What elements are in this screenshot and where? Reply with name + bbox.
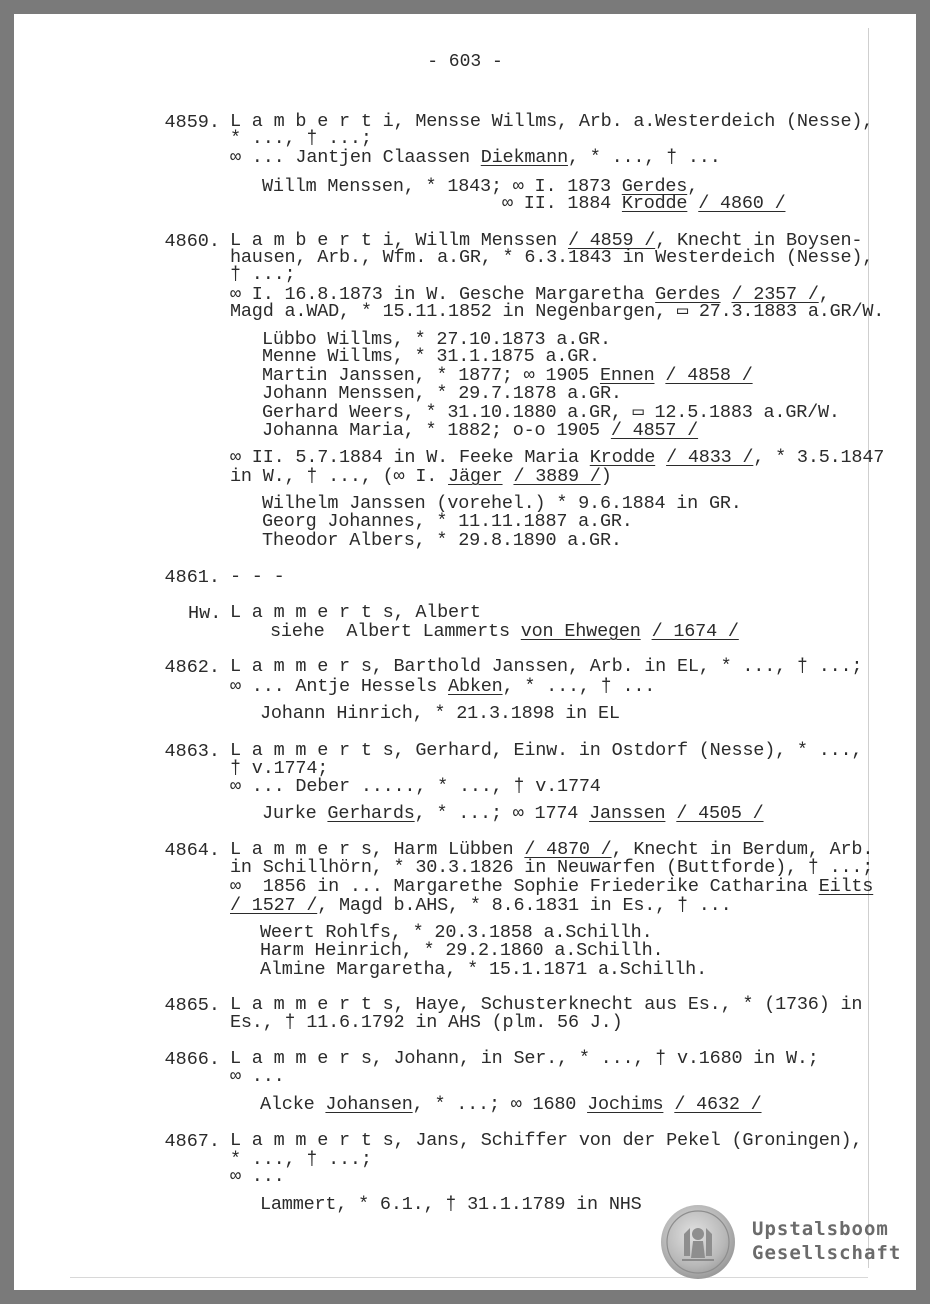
entry-line bbox=[262, 804, 764, 823]
entry-line bbox=[230, 1067, 285, 1086]
entry-text: Almine Margaretha, * 15.1.1871 a.Schillh. bbox=[260, 959, 707, 980]
entry-text: † ...; bbox=[230, 264, 296, 285]
cross-reference: / 4860 / bbox=[698, 193, 786, 214]
entry-text: L a m m e r t s, Haye, Schusterknecht aus Es., * (1736) in bbox=[230, 994, 863, 1015]
entry-number: 4859. bbox=[164, 112, 220, 133]
entry-text: Wilhelm Janssen (vorehel.) * 9.6.1884 in GR. bbox=[262, 493, 742, 514]
entry-text: Johann Hinrich, * 21.3.1898 in EL bbox=[260, 703, 620, 724]
entry-line bbox=[260, 1095, 762, 1114]
cross-reference: Gerdes bbox=[621, 176, 688, 197]
entry-number: Hw. bbox=[188, 603, 222, 624]
entry-number: 4861. bbox=[164, 567, 220, 588]
logo-line-1: Upstalsboom bbox=[752, 1218, 889, 1240]
cross-reference: / 4505 / bbox=[676, 803, 764, 824]
entry-number: 4867. bbox=[164, 1131, 220, 1152]
entry-number: 4863. bbox=[164, 741, 220, 762]
entry-text: L a m m e r t s, Gerhard, Einw. in Ostdorf (Nesse), * ..., bbox=[230, 740, 863, 761]
entry-text: ∞ ... bbox=[230, 1066, 285, 1087]
cross-reference: Jäger bbox=[448, 466, 503, 487]
entry-text: , * ..., † ... bbox=[502, 676, 656, 697]
entry-text: Es., † 11.6.1792 in AHS (plm. 56 J.) bbox=[230, 1012, 623, 1033]
entry-line bbox=[230, 777, 601, 796]
entry-text: , bbox=[818, 284, 830, 305]
entry-line bbox=[260, 704, 620, 723]
entry-line bbox=[230, 302, 884, 321]
entry-line bbox=[262, 512, 633, 531]
entry-text bbox=[654, 365, 665, 386]
entry-text: ∞ ... bbox=[230, 1166, 285, 1187]
entry-text: * ..., † ...; bbox=[230, 128, 372, 149]
entry-line bbox=[260, 960, 707, 979]
entry-text: Jurke bbox=[262, 803, 328, 824]
entry-line bbox=[230, 467, 612, 486]
entry-text: Martin Janssen, * 1877; ∞ 1905 bbox=[262, 365, 600, 386]
cross-reference: Abken bbox=[448, 676, 503, 697]
society-seal-icon bbox=[660, 1204, 736, 1280]
entry-text: , * ..., † ... bbox=[567, 147, 721, 168]
cross-reference: Krodde bbox=[589, 447, 656, 468]
entry-text: L a m m e r s, Harm Lübben bbox=[230, 839, 525, 860]
entry-text: Lammert, * 6.1., † 31.1.1789 in NHS bbox=[260, 1194, 642, 1215]
entry-text: Theodor Albers, * 29.8.1890 a.GR. bbox=[262, 530, 622, 551]
entry-text: ∞ 1856 in ... Margarethe Sophie Friederike Catharina bbox=[230, 876, 819, 897]
entry-number: 4866. bbox=[164, 1049, 220, 1070]
cross-reference: Krodde bbox=[621, 193, 688, 214]
entry-text: siehe Albert Lammerts bbox=[270, 621, 521, 642]
entry-text: Alcke bbox=[260, 1094, 326, 1115]
entry-line bbox=[230, 1131, 862, 1150]
entry-line bbox=[230, 567, 285, 586]
entry-text: - - - bbox=[230, 566, 285, 587]
entry-text bbox=[687, 193, 698, 214]
entry-text: ∞ ... Antje Hessels bbox=[230, 676, 449, 697]
cross-reference: Johansen bbox=[325, 1094, 413, 1115]
bottom-rule bbox=[70, 1277, 868, 1278]
entry-text: , Magd b.AHS, * 8.6.1831 in Es., † ... bbox=[317, 895, 732, 916]
entry-text: in Schillhörn, * 30.3.1826 in Neuwarfen (Buttforde), † ...; bbox=[230, 857, 874, 878]
entry-text: Johann Menssen, * 29.7.1878 a.GR. bbox=[262, 383, 622, 404]
entry-line bbox=[230, 1167, 285, 1186]
entry-line bbox=[230, 1049, 819, 1068]
logo-line-2: Gesellschaft bbox=[752, 1242, 902, 1264]
entry-line bbox=[262, 531, 622, 550]
entry-line bbox=[230, 248, 873, 267]
entry-text: , Knecht in Boysen- bbox=[655, 230, 863, 251]
entry-line bbox=[260, 941, 663, 960]
cross-reference: / 4833 / bbox=[666, 447, 754, 468]
page-number: - 603 - bbox=[427, 52, 503, 72]
cross-reference: Ennen bbox=[599, 365, 655, 386]
entry-line bbox=[270, 622, 739, 641]
entry-text: ∞ ... Deber ....., * ..., † v.1774 bbox=[230, 776, 601, 797]
entry-text: Weert Rohlfs, * 20.3.1858 a.Schillh. bbox=[260, 922, 653, 943]
entry-text: L a m b e r t i, Willm Menssen bbox=[230, 230, 568, 251]
cross-reference: / 4859 / bbox=[567, 230, 656, 251]
entry-text: , Knecht in Berdum, Arb. bbox=[611, 839, 874, 860]
entry-text: Lübbo Willms, * 27.10.1873 a.GR. bbox=[262, 329, 611, 350]
cross-reference: / 4858 / bbox=[665, 365, 753, 386]
entry-text bbox=[641, 621, 652, 642]
entry-text: Magd a.WAD, * 15.11.1852 in Negenbargen, ▭ 27.3.1883 a.GR/W. bbox=[230, 301, 885, 322]
entry-line bbox=[262, 384, 622, 403]
entry-text: † v.1774; bbox=[230, 758, 329, 779]
entry-line bbox=[260, 1195, 642, 1214]
entry-number: 4865. bbox=[164, 995, 220, 1016]
entry-text: L a m m e r t s, Jans, Schiffer von der Pekel (Groningen), bbox=[230, 1130, 863, 1151]
entry-text: Menne Willms, * 31.1.1875 a.GR. bbox=[262, 346, 600, 367]
entry-text: in W., † ..., (∞ I. bbox=[230, 466, 449, 487]
entry-text: , * ...; ∞ 1680 bbox=[412, 1094, 588, 1115]
entry-text bbox=[655, 447, 666, 468]
entry-line bbox=[230, 603, 481, 622]
entry-text bbox=[503, 466, 514, 487]
entry-text: Harm Heinrich, * 29.2.1860 a.Schillh. bbox=[260, 940, 664, 961]
cross-reference: / 4870 / bbox=[524, 839, 612, 860]
entry-text: L a m b e r t i, Mensse Willms, Arb. a.Westerdeich (Nesse), bbox=[230, 111, 874, 132]
entry-text: L a m m e r s, Barthold Janssen, Arb. in EL, * ..., † ...; bbox=[230, 656, 863, 677]
entry-line bbox=[230, 877, 873, 896]
entry-text: Georg Johannes, * 11.11.1887 a.GR. bbox=[262, 511, 633, 532]
entry-text: , * ...; ∞ 1774 bbox=[414, 803, 590, 824]
cross-reference: Diekmann bbox=[480, 147, 568, 168]
cross-reference: Gerdes bbox=[655, 284, 721, 305]
entry-text: ∞ ... Jantjen Claassen bbox=[230, 147, 481, 168]
entry-line bbox=[230, 448, 884, 467]
entry-text: L a m m e r t s, Albert bbox=[230, 602, 481, 623]
entry-line bbox=[230, 265, 295, 284]
margin-rule bbox=[868, 28, 869, 1268]
entry-line bbox=[230, 1013, 622, 1032]
entry-text: Johanna Maria, * 1882; o-o 1905 bbox=[262, 420, 611, 441]
entry-text: L a m m e r s, Johann, in Ser., * ..., † v.1680 in W.; bbox=[230, 1048, 819, 1069]
entry-text: , * 3.5.1847 bbox=[753, 447, 885, 468]
entry-number: 4862. bbox=[164, 657, 220, 678]
entry-line bbox=[262, 421, 698, 440]
cross-reference: Eilts bbox=[818, 876, 874, 897]
entry-text: ) bbox=[600, 466, 612, 487]
entry-text: ∞ II. 1884 bbox=[502, 193, 622, 214]
cross-reference: / 2357 / bbox=[731, 284, 819, 305]
cross-reference: von Ehwegen bbox=[520, 621, 641, 642]
entry-line bbox=[502, 194, 785, 213]
entry-text: ∞ I. 16.8.1873 in W. Gesche Margaretha bbox=[230, 284, 656, 305]
entry-line bbox=[230, 657, 862, 676]
entry-text: * ..., † ...; bbox=[230, 1149, 372, 1170]
cross-reference: / 4857 / bbox=[610, 420, 699, 441]
entry-line bbox=[230, 677, 655, 696]
entry-number: 4860. bbox=[164, 231, 220, 252]
cross-reference: Jochims bbox=[587, 1094, 664, 1115]
entry-text: hausen, Arb., Wfm. a.GR, * 6.3.1843 in Westerdeich (Nesse), bbox=[230, 247, 874, 268]
entry-line bbox=[230, 858, 873, 877]
cross-reference: / 1527 / bbox=[230, 895, 318, 916]
entry-text bbox=[663, 1094, 674, 1115]
entry-text: Willm Menssen, * 1843; ∞ I. 1873 bbox=[262, 176, 622, 197]
entry-text: , bbox=[687, 176, 699, 197]
cross-reference: / 4632 / bbox=[674, 1094, 762, 1115]
entry-number: 4864. bbox=[164, 840, 220, 861]
entry-line bbox=[230, 896, 732, 915]
entry-text: ∞ II. 5.7.1884 in W. Feeke Maria bbox=[230, 447, 590, 468]
cross-reference: / 1674 / bbox=[651, 621, 739, 642]
entry-line bbox=[230, 129, 372, 148]
cross-reference: Gerhards bbox=[327, 803, 415, 824]
cross-reference: / 3889 / bbox=[513, 466, 601, 487]
entry-text: Gerhard Weers, * 31.10.1880 a.GR, ▭ 12.5.1883 a.GR/W. bbox=[262, 402, 840, 423]
entry-text bbox=[665, 803, 676, 824]
entry-line bbox=[262, 347, 600, 366]
entry-line bbox=[230, 148, 721, 167]
cross-reference: Janssen bbox=[589, 803, 666, 824]
